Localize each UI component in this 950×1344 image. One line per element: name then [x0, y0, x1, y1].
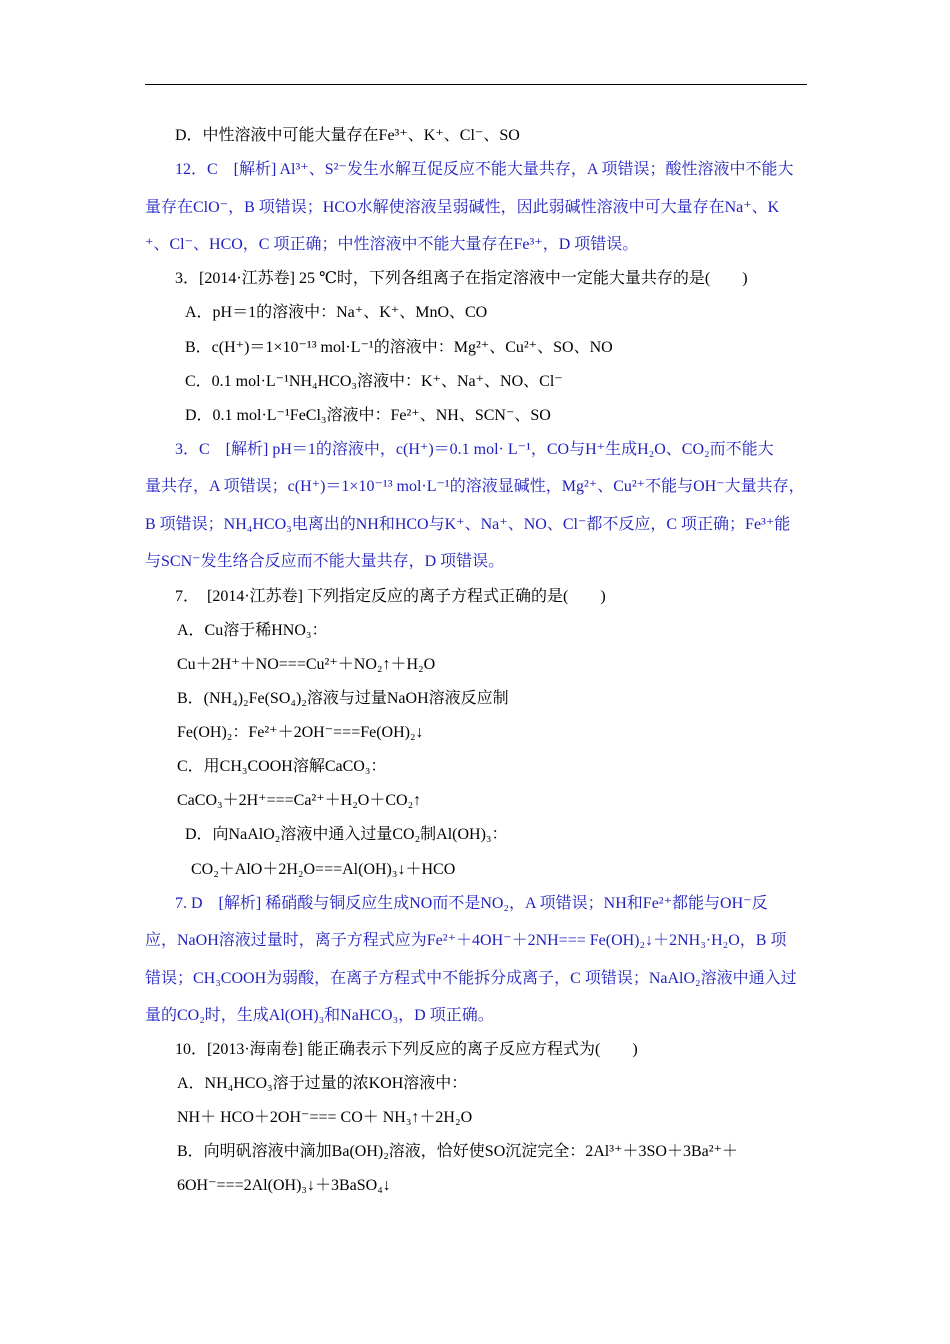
question-7-option-c: C．用CH₃COOH溶解CaCO₃： [177, 758, 387, 775]
answer-12-line1: 12．C [解析] Al³⁺、S²⁻发生水解互促反应不能大量共存，A 项错误；酸性溶液中不能大 [175, 161, 794, 178]
question-10-equation-a: NH＋ HCO＋2OH⁻=== CO＋ NH₃↑＋2H₂O [177, 1109, 473, 1126]
question-10-option-a: A．NH₄HCO₃溶于过量的浓KOH溶液中： [177, 1075, 468, 1092]
question-10-equation-b: 6OH⁻===2Al(OH)₃↓＋3BaSO₄↓ [177, 1177, 391, 1194]
question-10-option-b: B．向明矾溶液中滴加Ba(OH)₂溶液，恰好使SO沉淀完全：2Al³⁺＋3SO＋3Ba²⁺＋ [177, 1143, 738, 1160]
question-7-equation-c: CaCO₃＋2H⁺===Ca²⁺＋H₂O＋CO₂↑ [177, 792, 422, 809]
question-3-option-a: A．pH＝1的溶液中：Na⁺、K⁺、MnO、CO [185, 304, 488, 321]
answer-3-line4: 与SCN⁻发生络合反应而不能大量共存，D 项错误。 [145, 553, 505, 570]
question-3-option-b: B．c(H⁺)＝1×10⁻¹³ mol·L⁻¹的溶液中：Mg²⁺、Cu²⁺、SO、NO [185, 339, 613, 356]
answer-7-line4: 量的CO₂时，生成Al(OH)₃和NaHCO₃，D 项正确。 [145, 1007, 494, 1024]
question-7-option-b: B．(NH₄)₂Fe(SO₄)₂溶液与过量NaOH溶液反应制 [177, 690, 509, 707]
answer-12-line3: ⁺、Cl⁻、HCO，C 项正确；中性溶液中不能大量存在Fe³⁺，D 项错误。 [145, 236, 639, 253]
question-3-option-c: C．0.1 mol·L⁻¹NH₄HCO₃溶液中：K⁺、Na⁺、NO、Cl⁻ [185, 373, 563, 390]
answer-7-line1: 7. D [解析] 稀硝酸与铜反应生成NO而不是NO₂，A 项错误；NH和Fe²⁺都能与OH⁻反 [175, 895, 768, 912]
question-7-option-d: D．向NaAlO₂溶液中通入过量CO₂制Al(OH)₃： [185, 826, 508, 843]
question-7-equation-a: Cu＋2H⁺＋NO===Cu²⁺＋NO₂↑＋H₂O [177, 656, 436, 673]
answer-3-line3: B 项错误；NH₄HCO₃电离出的NH和HCO与K⁺、Na⁺、NO、Cl⁻都不反应，C 项正确；Fe³⁺能 [145, 516, 791, 533]
question-7-option-a: A．Cu溶于稀HNO₃： [177, 622, 328, 639]
question-7-equation-d: CO₂＋AlO＋2H₂O===Al(OH)₃↓＋HCO [191, 861, 456, 878]
question-3: 3．[2014·江苏卷] 25 ℃时，下列各组离子在指定溶液中一定能大量共存的是( ) [175, 270, 748, 287]
question-7-equation-b: Fe(OH)₂：Fe²⁺＋2OH⁻===Fe(OH)₂↓ [177, 724, 424, 741]
question-10: 10．[2013·海南卷] 能正确表示下列反应的离子反应方程式为( ) [175, 1041, 638, 1058]
option-d-q11: D．中性溶液中可能大量存在Fe³⁺、K⁺、Cl⁻、SO [175, 127, 520, 144]
answer-3-line2: 量共存，A 项错误；c(H⁺)＝1×10⁻¹³ mol·L⁻¹的溶液显碱性，Mg²⁺、Cu²⁺不能与OH⁻大量共存， [145, 478, 805, 495]
header-rule [145, 84, 807, 85]
question-3-option-d: D．0.1 mol·L⁻¹FeCl₃溶液中：Fe²⁺、NH、SCN⁻、SO [185, 407, 551, 424]
answer-3-line1: 3．C [解析] pH＝1的溶液中，c(H⁺)＝0.1 mol· L⁻¹，CO与H⁺生成H₂O、CO₂而不能大 [175, 441, 774, 458]
answer-12-line2: 量存在ClO⁻，B 项错误；HCO水解使溶液呈弱碱性，因此弱碱性溶液中可大量存在Na⁺、K [145, 199, 780, 216]
answer-7-line3: 错误；CH₃COOH为弱酸，在离子方程式中不能拆分成离子，C 项错误；NaAlO₂溶液中通入过 [145, 970, 797, 987]
answer-7-line2: 应，NaOH溶液过量时，离子方程式应为Fe²⁺＋4OH⁻＋2NH=== Fe(OH)₂↓＋2NH₃·H₂O，B 项 [145, 932, 787, 949]
question-7: 7． [2014·江苏卷] 下列指定反应的离子方程式正确的是( ) [175, 588, 606, 605]
